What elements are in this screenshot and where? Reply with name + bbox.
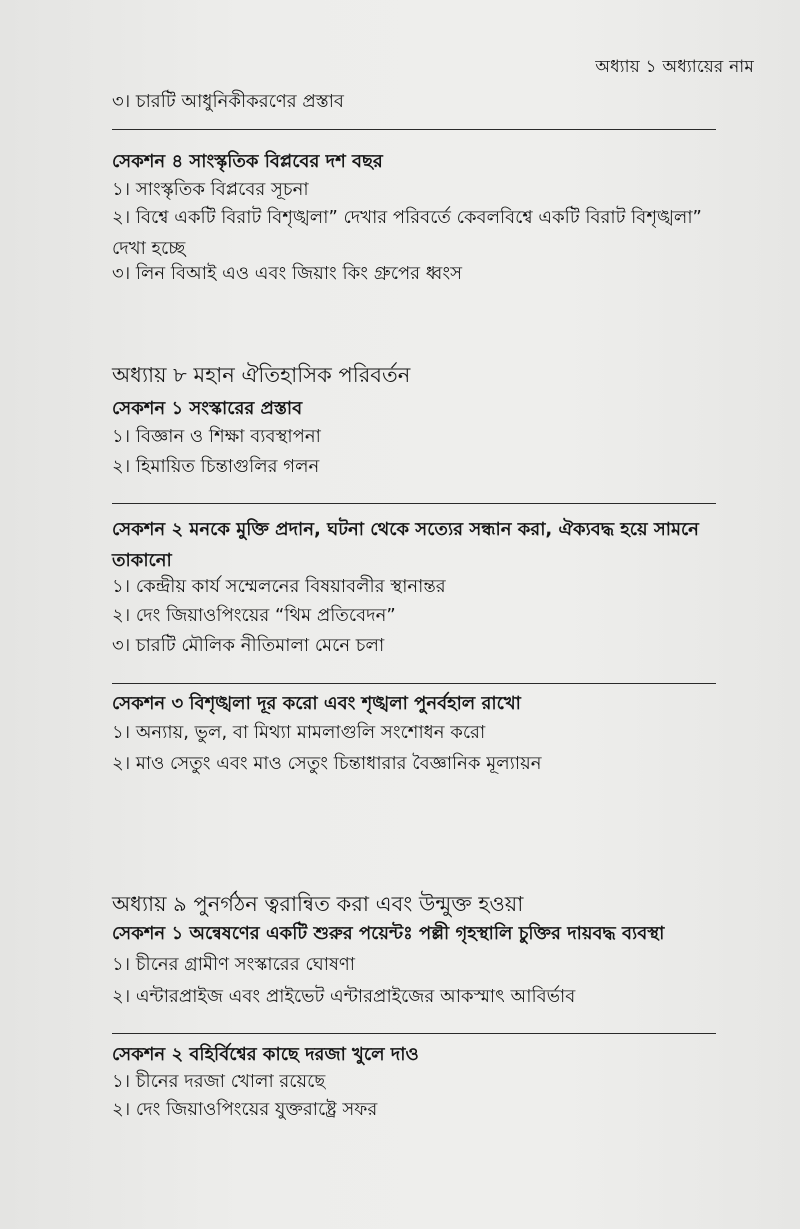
section-heading: সেকশন ২ মনকে মুক্তি প্রদান, ঘটনা থেকে সত্যের সন্ধান করা, ঐক্যবদ্ধ হয়ে সামনে তাকানো <box>112 519 699 571</box>
running-head: অধ্যায় ১ অধ্যায়ের নাম <box>595 57 754 77</box>
chapter-title: অধ্যায় ৮ মহান ঐতিহাসিক পরিবর্তন <box>112 363 411 387</box>
list-item: ২। দেং জিয়াওপিংয়ের “থিম প্রতিবেদন” <box>112 605 396 626</box>
section-divider <box>112 129 716 130</box>
section-divider <box>112 683 716 684</box>
section-heading: সেকশন ১ সংস্কারের প্রস্তাব <box>112 398 303 419</box>
list-item: ২। বিশ্বে একটি বিরাট বিশৃঙ্খলা” দেখার পরিবর্তে কেবলবিশ্বে একটি বিরাট বিশৃঙ্খলা” দেখা হচ্ছে <box>112 207 702 259</box>
list-item: ১। বিজ্ঞান ও শিক্ষা ব্যবস্থাপনা <box>112 426 321 447</box>
section-divider <box>112 1033 716 1034</box>
list-item: ৩। লিন বিআই এও এবং জিয়াং কিং গ্রুপের ধ্বংস <box>112 263 462 284</box>
list-item: ১। চীনের দরজা খোলা রয়েছে <box>112 1071 326 1092</box>
section-divider <box>112 503 716 504</box>
section-heading: সেকশন ৪ সাংস্কৃতিক বিপ্লবের দশ বছর <box>112 151 383 172</box>
list-item: ২। মাও সেতুং এবং মাও সেতুং চিন্তাধারার বৈজ্ঞানিক মূল্যায়ন <box>112 753 542 774</box>
section-heading: সেকশন ৩ বিশৃঙ্খলা দূর করো এবং শৃঙ্খলা পুনর্বহাল রাখো <box>112 693 521 714</box>
list-item: ১। চীনের গ্রামীণ সংস্কারের ঘোষণা <box>112 954 356 975</box>
list-item: ২। দেং জিয়াওপিংয়ের যুক্তরাষ্ট্রে সফর <box>112 1099 378 1120</box>
section-heading: সেকশন ১ অন্বেষণের একটি শুরুর পয়েন্টঃ পল্লী গৃহস্থালি চুক্তির দায়বদ্ধ ব্যবস্থা <box>112 923 665 944</box>
list-item: ২। হিমায়িত চিন্তাগুলির গলন <box>112 456 320 477</box>
list-item: ১। সাংস্কৃতিক বিপ্লবের সূচনা <box>112 179 309 200</box>
chapter-title: অধ্যায় ৯ পুনর্গঠন ত্বরান্বিত করা এবং উন্মুক্ত হওয়া <box>112 892 524 916</box>
list-item: ১। অন্যায়, ভুল, বা মিথ্যা মামলাগুলি সংশোধন করো <box>112 722 486 743</box>
list-item: ৩। চারটি মৌলিক নীতিমালা মেনে চলা <box>112 635 385 656</box>
list-item: ৩। চারটি আধুনিকীকরণের প্রস্তাব <box>112 91 344 112</box>
list-item: ২। এন্টারপ্রাইজ এবং প্রাইভেট এন্টারপ্রাইজের আকস্মাৎ আবির্ভাব <box>112 986 576 1007</box>
section-heading: সেকশন ২ বহির্বিশ্বের কাছে দরজা খুলে দাও <box>112 1044 419 1065</box>
list-item: ১। কেন্দ্রীয় কার্য সম্মেলনের বিষয়াবলীর স্থানান্তর <box>112 576 446 597</box>
